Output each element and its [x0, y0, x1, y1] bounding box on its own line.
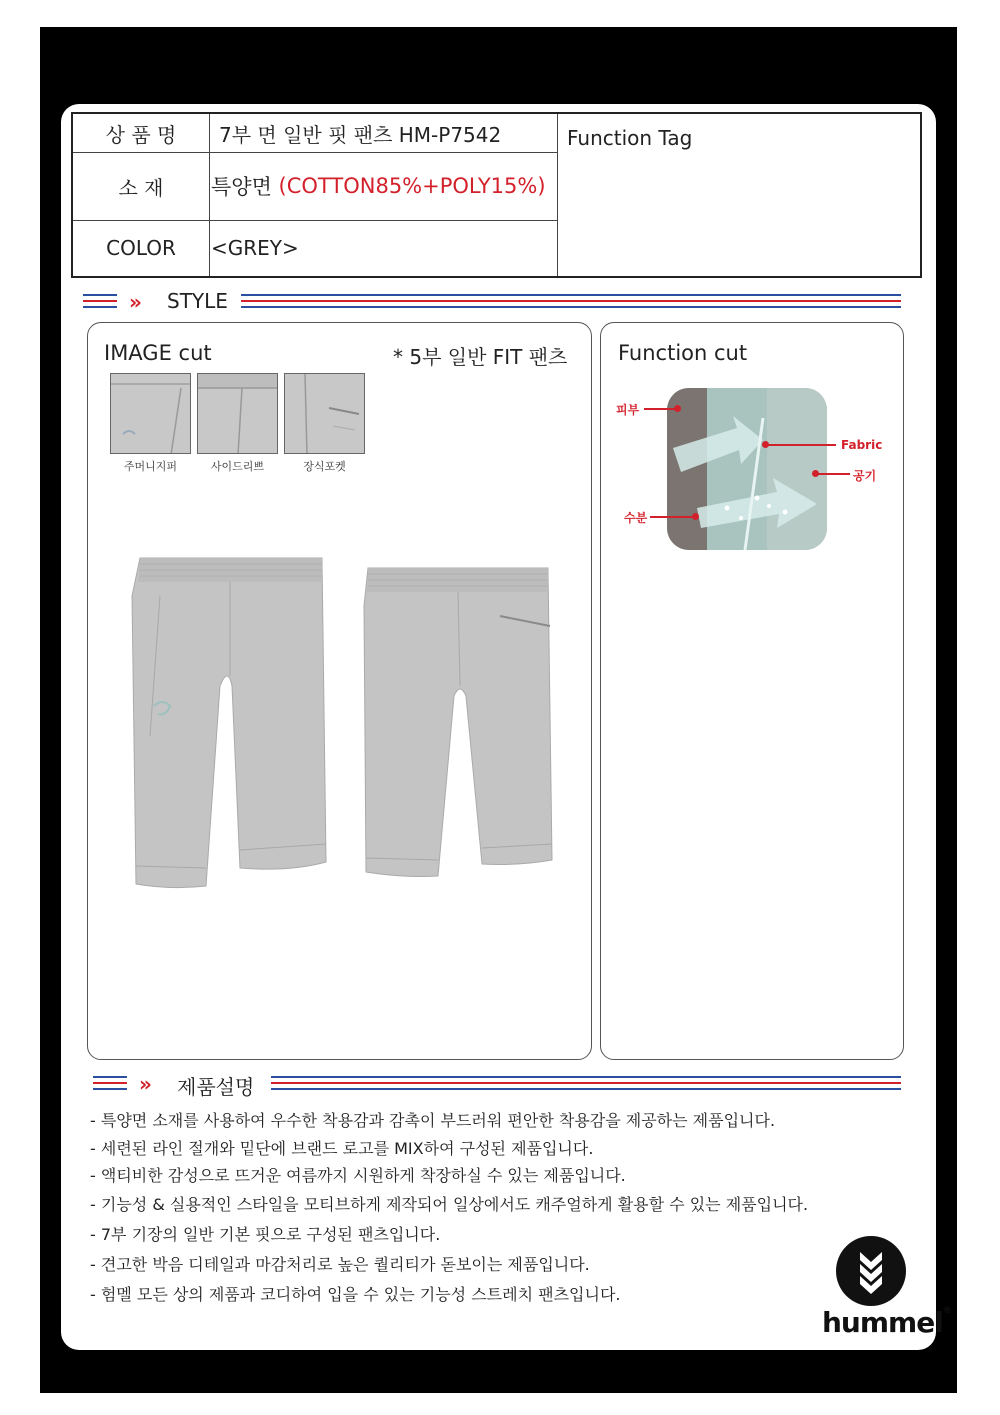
label-air: 공기 — [853, 469, 877, 483]
material-prefix: 특양면 — [211, 175, 279, 199]
registered-mark: ® — [942, 1306, 951, 1316]
divider — [557, 114, 558, 276]
product-name-value: 7부 면 일반 핏 팬츠 HM-P7542 — [219, 122, 502, 147]
leader-dot — [762, 441, 769, 448]
pants-back-image — [362, 566, 556, 880]
leader-line — [644, 408, 676, 410]
thumbnail-side-ribbon[interactable] — [197, 373, 278, 454]
leader-line — [816, 473, 850, 475]
thumbnail-zipper-pocket[interactable] — [110, 373, 191, 454]
product-name-label: 상 품 명 — [105, 122, 177, 147]
header-stripes — [241, 294, 901, 308]
fabric-function-diagram — [667, 388, 827, 550]
material-composition: (COTTON85%+POLY15%) — [278, 174, 546, 198]
spec-table — [71, 112, 922, 278]
color-value: <GREY> — [211, 236, 299, 260]
description-line: - 세련된 라인 절개와 밑단에 브랜드 로고를 MIX하여 구성된 제품입니다. — [90, 1139, 594, 1158]
chevron-right-icon: » — [139, 1072, 146, 1096]
leader-line — [650, 516, 694, 518]
image-cut-title: IMAGE cut — [104, 341, 212, 365]
section-title: STYLE — [167, 289, 228, 313]
description-line: - 특양면 소재를 사용하여 우수한 착용감과 감촉이 부드러워 편안한 착용감을 제공하는 제품입니다. — [90, 1111, 776, 1130]
material-value — [211, 152, 557, 220]
header-stripes — [93, 1076, 127, 1090]
label-fabric: Fabric — [841, 438, 883, 452]
hummel-wordmark — [822, 1306, 951, 1339]
header-stripes — [83, 294, 117, 308]
color-label: COLOR — [106, 236, 176, 260]
thumbnail-caption: 주머니지퍼 — [123, 460, 178, 473]
hummel-chevron-logo-icon — [836, 1236, 906, 1306]
section-title: 제품설명 — [177, 1075, 255, 1099]
wordmark-text: hummel — [822, 1306, 943, 1339]
thumbnail-caption: 사이드리쁘 — [210, 460, 265, 473]
leader-dot — [692, 513, 699, 520]
divider — [209, 114, 210, 276]
description-line: - 견고한 박음 디테일과 마감처리로 높은 퀄리티가 돋보이는 제품입니다. — [90, 1255, 590, 1274]
thumbnail-caption: 장식포켓 — [303, 460, 346, 473]
header-stripes — [271, 1076, 901, 1090]
leader-line — [766, 444, 836, 446]
description-line: - 기능성 & 실용적인 스타일을 모티브하게 제작되어 일상에서도 캐주얼하게 활용할 수 있는 제품입니다. — [90, 1195, 809, 1214]
fit-note: * 5부 일반 FIT 팬츠 — [393, 345, 568, 369]
description-line: - 액티비한 감성으로 뜨거운 여름까지 시원하게 착장하실 수 있는 제품입니다. — [90, 1166, 626, 1185]
label-moisture: 수분 — [624, 511, 648, 525]
leader-dot — [812, 470, 819, 477]
thumbnail-decorative-pocket[interactable] — [284, 373, 365, 454]
pants-front-image — [130, 556, 330, 892]
description-line: - 험멜 모든 상의 제품과 코디하여 입을 수 있는 기능성 스트레치 팬츠입니다. — [90, 1285, 621, 1304]
description-line: - 7부 기장의 일반 기본 핏으로 구성된 팬츠입니다. — [90, 1225, 441, 1244]
style-section-header — [83, 289, 903, 313]
chevron-right-icon: » — [129, 290, 136, 314]
material-label: 소 재 — [118, 175, 164, 200]
function-tag-label: Function Tag — [567, 126, 693, 150]
label-skin: 피부 — [616, 403, 640, 417]
description-section-header — [83, 1071, 903, 1099]
function-cut-title: Function cut — [618, 341, 748, 365]
leader-dot — [674, 405, 681, 412]
